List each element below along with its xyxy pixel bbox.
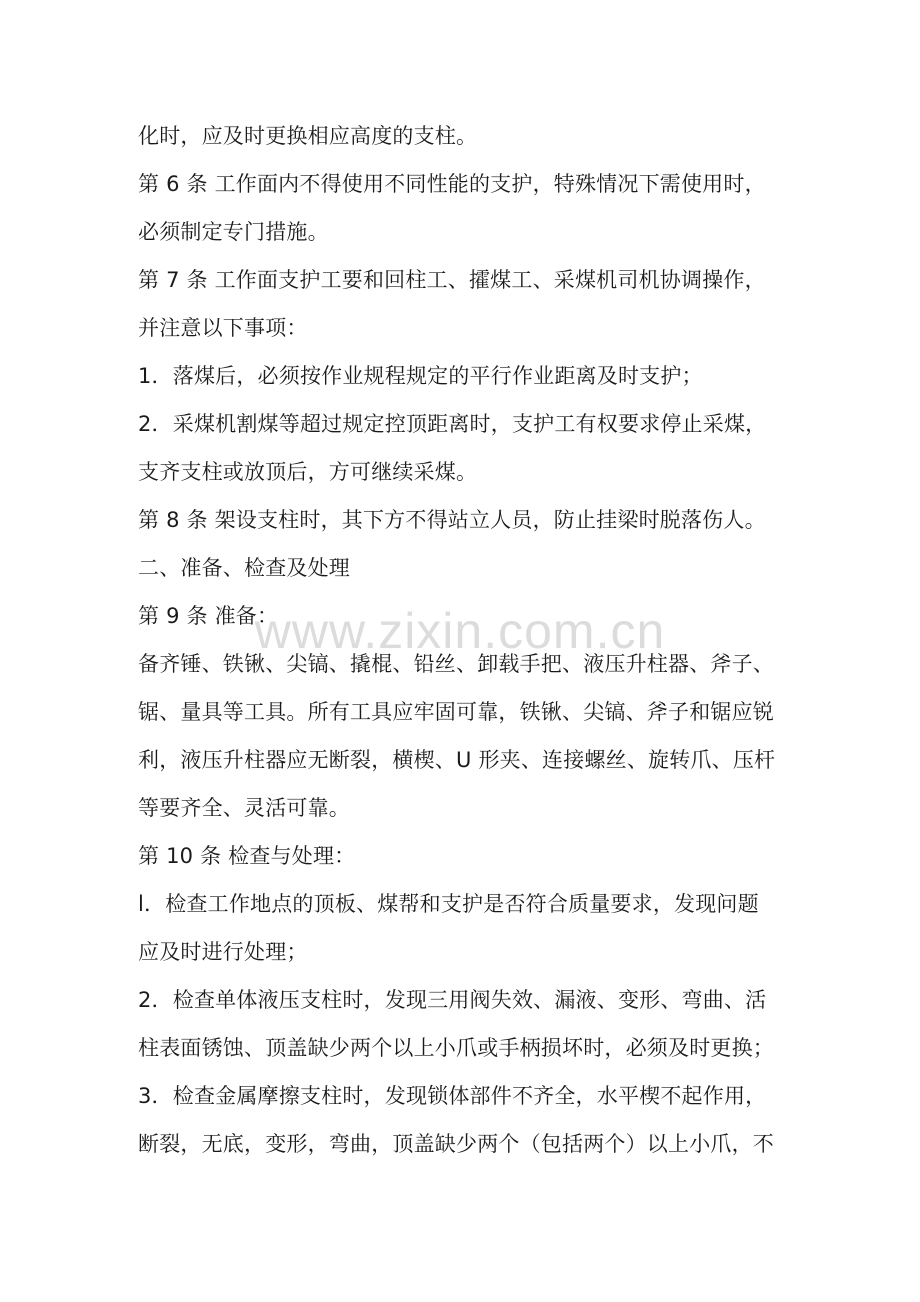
text-line: 利，液压升柱器应无断裂，横楔、U 形夹、连接螺丝、旋转爪、压杆	[138, 748, 776, 772]
text-line: 第 6 条 工作面内不得使用不同性能的支护，特殊情况下需使用时，	[138, 172, 766, 196]
text-line: 化时，应及时更换相应高度的支柱。	[138, 124, 478, 148]
text-line: 2．检查单体液压支柱时，发现三用阀失效、漏液、变形、弯曲、活	[138, 988, 767, 1012]
text-line: 1．落煤后，必须按作业规程规定的平行作业距离及时支护；	[138, 364, 703, 388]
text-line: 3．检查金属摩擦支柱时，发现锁体部件不齐全，水平楔不起作用，	[138, 1084, 767, 1108]
section-heading: 二、准备、检查及处理	[138, 556, 350, 580]
text-line: 必须制定专门措施。	[138, 220, 329, 244]
text-line: 2．采煤机割煤等超过规定控顶距离时，支护工有权要求停止采煤，	[138, 412, 767, 436]
text-line: 等要齐全、灵活可靠。	[138, 796, 350, 820]
text-line: 支齐支柱或放顶后，方可继续采煤。	[138, 460, 478, 484]
text-line: 第 8 条 架设支柱时，其下方不得站立人员，防止挂梁时脱落伤人。	[138, 508, 766, 532]
text-line: 并注意以下事项：	[138, 316, 308, 340]
text-line: 锯、量具等工具。所有工具应牢固可靠，铁锹、尖镐、斧子和锯应锐	[138, 700, 774, 724]
text-line: 断裂，无底，变形，弯曲，顶盖缺少两个（包括两个）以上小爪，不	[138, 1132, 774, 1156]
text-line: 第 9 条 准备：	[138, 604, 279, 628]
text-line: 第 7 条 工作面支护工要和回柱工、攉煤工、采煤机司机协调操作，	[138, 268, 766, 292]
text-line: l．检查工作地点的顶板、煤帮和支护是否符合质量要求，发现问题	[138, 892, 759, 916]
text-line: 柱表面锈蚀、顶盖缺少两个以上小爪或手柄损坏时，必须及时更换；	[138, 1036, 774, 1060]
document-body	[138, 116, 818, 1172]
text-line: 备齐锤、铁锹、尖镐、撬棍、铅丝、卸载手把、液压升柱器、斧子、	[138, 652, 774, 676]
watermark: www.zixin.com.cn	[254, 603, 666, 659]
text-line: 第 10 条 检查与处理：	[138, 844, 356, 868]
text-line: 应及时进行处理；	[138, 940, 308, 964]
